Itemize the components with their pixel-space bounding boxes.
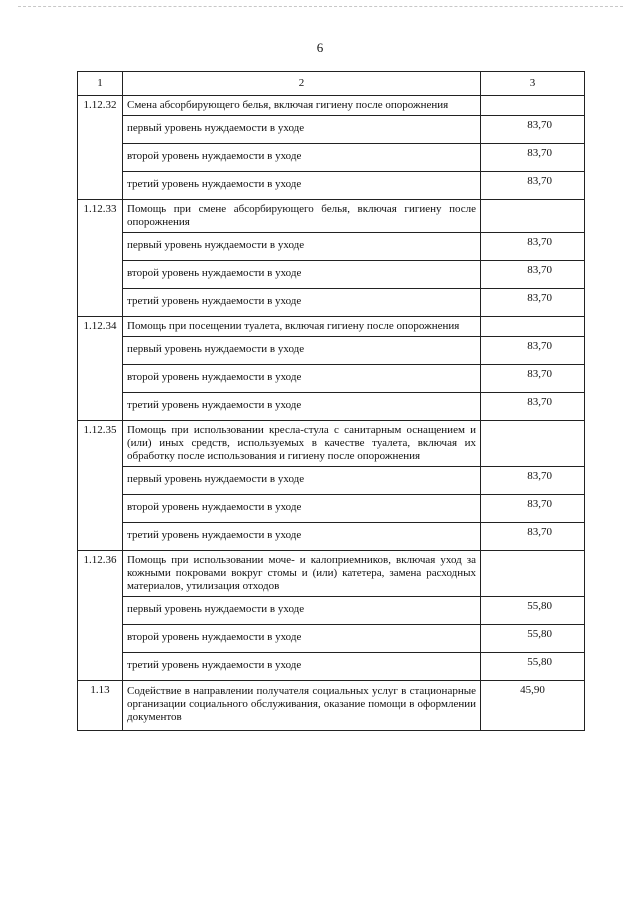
table-row-level bbox=[78, 116, 585, 144]
table-row-level bbox=[78, 365, 585, 393]
service-code: 1.12.33 bbox=[78, 200, 123, 317]
service-title: Помощь при использовании кресла-стула с санитарным оснащением и (или) иных средств, используемых в качестве туалета, включая их обработку после использования и гигиену после опорожнения bbox=[123, 421, 481, 467]
table-header-row bbox=[78, 72, 585, 96]
level-value: 83,70 bbox=[481, 523, 585, 551]
table-row-level bbox=[78, 233, 585, 261]
table-row-level bbox=[78, 289, 585, 317]
level-value: 55,80 bbox=[481, 653, 585, 681]
level-label: второй уровень нуждаемости в уходе bbox=[123, 625, 481, 653]
table-row-level bbox=[78, 172, 585, 200]
scan-top-line bbox=[18, 6, 623, 7]
table-row-level bbox=[78, 495, 585, 523]
level-value: 83,70 bbox=[481, 261, 585, 289]
tariff-table-body bbox=[78, 72, 585, 731]
level-value: 83,70 bbox=[481, 467, 585, 495]
service-title: Помощь при использовании моче- и калоприемников, включая уход за кожными покровами вокруг стомы и (или) катетера, замена расходных материалов, утилизация отходов bbox=[123, 551, 481, 597]
service-value-empty bbox=[481, 317, 585, 337]
table-row-service bbox=[78, 200, 585, 233]
level-label: третий уровень нуждаемости в уходе bbox=[123, 523, 481, 551]
service-value-empty bbox=[481, 200, 585, 233]
service-code: 1.13 bbox=[78, 681, 123, 731]
level-value: 55,80 bbox=[481, 597, 585, 625]
level-label: второй уровень нуждаемости в уходе bbox=[123, 261, 481, 289]
header-col-1: 1 bbox=[78, 72, 123, 96]
service-value-empty bbox=[481, 551, 585, 597]
level-value: 55,80 bbox=[481, 625, 585, 653]
service-value: 45,90 bbox=[481, 681, 585, 731]
table-row-service bbox=[78, 681, 585, 731]
table-row-level bbox=[78, 337, 585, 365]
table-row-level bbox=[78, 523, 585, 551]
level-label: первый уровень нуждаемости в уходе bbox=[123, 467, 481, 495]
level-label: второй уровень нуждаемости в уходе bbox=[123, 495, 481, 523]
level-label: первый уровень нуждаемости в уходе bbox=[123, 233, 481, 261]
table-row-service bbox=[78, 551, 585, 597]
table-row-service bbox=[78, 317, 585, 337]
level-value: 83,70 bbox=[481, 172, 585, 200]
table-row-level bbox=[78, 625, 585, 653]
level-value: 83,70 bbox=[481, 393, 585, 421]
level-value: 83,70 bbox=[481, 337, 585, 365]
level-label: третий уровень нуждаемости в уходе bbox=[123, 653, 481, 681]
level-value: 83,70 bbox=[481, 233, 585, 261]
level-value: 83,70 bbox=[481, 495, 585, 523]
service-title: Помощь при посещении туалета, включая гигиену после опорожнения bbox=[123, 317, 481, 337]
table-row-level bbox=[78, 467, 585, 495]
level-value: 83,70 bbox=[481, 289, 585, 317]
tariff-table bbox=[77, 71, 585, 731]
table-row-service bbox=[78, 421, 585, 467]
level-label: второй уровень нуждаемости в уходе bbox=[123, 365, 481, 393]
table-row-level bbox=[78, 393, 585, 421]
level-value: 83,70 bbox=[481, 365, 585, 393]
level-label: третий уровень нуждаемости в уходе bbox=[123, 172, 481, 200]
service-value-empty bbox=[481, 421, 585, 467]
level-label: первый уровень нуждаемости в уходе bbox=[123, 116, 481, 144]
level-label: первый уровень нуждаемости в уходе bbox=[123, 337, 481, 365]
table-row-level bbox=[78, 261, 585, 289]
table-row-level bbox=[78, 144, 585, 172]
header-col-2: 2 bbox=[123, 72, 481, 96]
table-row-service bbox=[78, 96, 585, 116]
level-value: 83,70 bbox=[481, 144, 585, 172]
service-code: 1.12.34 bbox=[78, 317, 123, 421]
level-value: 83,70 bbox=[481, 116, 585, 144]
level-label: третий уровень нуждаемости в уходе bbox=[123, 393, 481, 421]
level-label: второй уровень нуждаемости в уходе bbox=[123, 144, 481, 172]
service-code: 1.12.36 bbox=[78, 551, 123, 681]
page-number: 6 bbox=[316, 40, 324, 55]
service-code: 1.12.35 bbox=[78, 421, 123, 551]
service-title: Содействие в направлении получателя социальных услуг в стационарные организации социального обслуживания, оказание помощи в оформлении документов bbox=[123, 681, 481, 731]
service-title: Помощь при смене абсорбирующего белья, включая гигиену после опорожнения bbox=[123, 200, 481, 233]
level-label: третий уровень нуждаемости в уходе bbox=[123, 289, 481, 317]
service-code: 1.12.32 bbox=[78, 96, 123, 200]
table-row-level bbox=[78, 597, 585, 625]
level-label: первый уровень нуждаемости в уходе bbox=[123, 597, 481, 625]
service-title: Смена абсорбирующего белья, включая гигиену после опорожнения bbox=[123, 96, 481, 116]
service-value-empty bbox=[481, 96, 585, 116]
header-col-3: 3 bbox=[481, 72, 585, 96]
table-row-level bbox=[78, 653, 585, 681]
